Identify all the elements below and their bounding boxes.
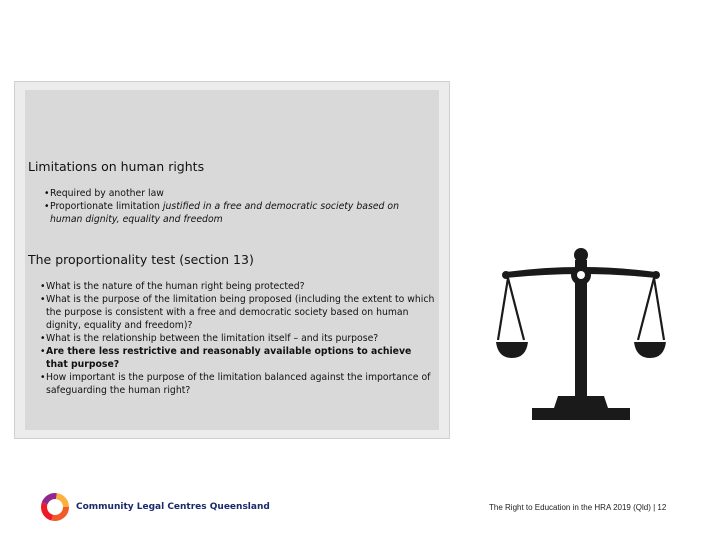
section-heading-limitations: Limitations on human rights bbox=[28, 159, 205, 174]
list-item bbox=[40, 332, 436, 345]
community-legal-centres-logo-icon bbox=[40, 492, 70, 522]
scales-of-justice-icon bbox=[496, 248, 666, 420]
bullet-glyph: • bbox=[44, 188, 50, 199]
list-item bbox=[40, 371, 436, 397]
bullet-glyph: • bbox=[40, 294, 46, 305]
org-name: Community Legal Centres Queensland bbox=[76, 502, 270, 512]
list-item-text-italic: justified in a free and democratic society based on human dignity, equality and freedom bbox=[50, 201, 399, 225]
list-item-text: What is the nature of the human right being protected? bbox=[46, 281, 305, 292]
proportionality-list bbox=[40, 280, 436, 397]
section-heading-proportionality: The proportionality test (section 13) bbox=[28, 252, 254, 267]
bullet-glyph: • bbox=[40, 281, 46, 292]
list-item-text: How important is the purpose of the limitation balanced against the importance of safeguarding the human right? bbox=[46, 372, 431, 396]
list-item-text: What is the relationship between the limitation itself – and its purpose? bbox=[46, 333, 379, 344]
list-item-text: Required by another law bbox=[50, 188, 164, 199]
bullet-glyph: • bbox=[40, 333, 46, 344]
list-item-text: What is the purpose of the limitation being proposed (including the extent to which the purpose is consistent with a free and democratic society based on human dignity, equality and freedom)? bbox=[46, 294, 435, 331]
list-item-text: Are there less restrictive and reasonably available options to achieve that purpose? bbox=[46, 346, 412, 370]
bullet-glyph: • bbox=[40, 372, 46, 383]
list-item bbox=[44, 200, 434, 226]
list-item bbox=[40, 345, 436, 371]
list-item-text: Proportionate limitation bbox=[50, 201, 163, 212]
bullet-glyph: • bbox=[44, 201, 50, 212]
limitations-list bbox=[44, 187, 434, 226]
slide-footer: The Right to Education in the HRA 2019 (Qld) | 12 bbox=[489, 503, 667, 512]
list-item bbox=[40, 293, 436, 332]
bullet-glyph: • bbox=[40, 346, 46, 357]
list-item bbox=[44, 187, 434, 200]
list-item bbox=[40, 280, 436, 293]
